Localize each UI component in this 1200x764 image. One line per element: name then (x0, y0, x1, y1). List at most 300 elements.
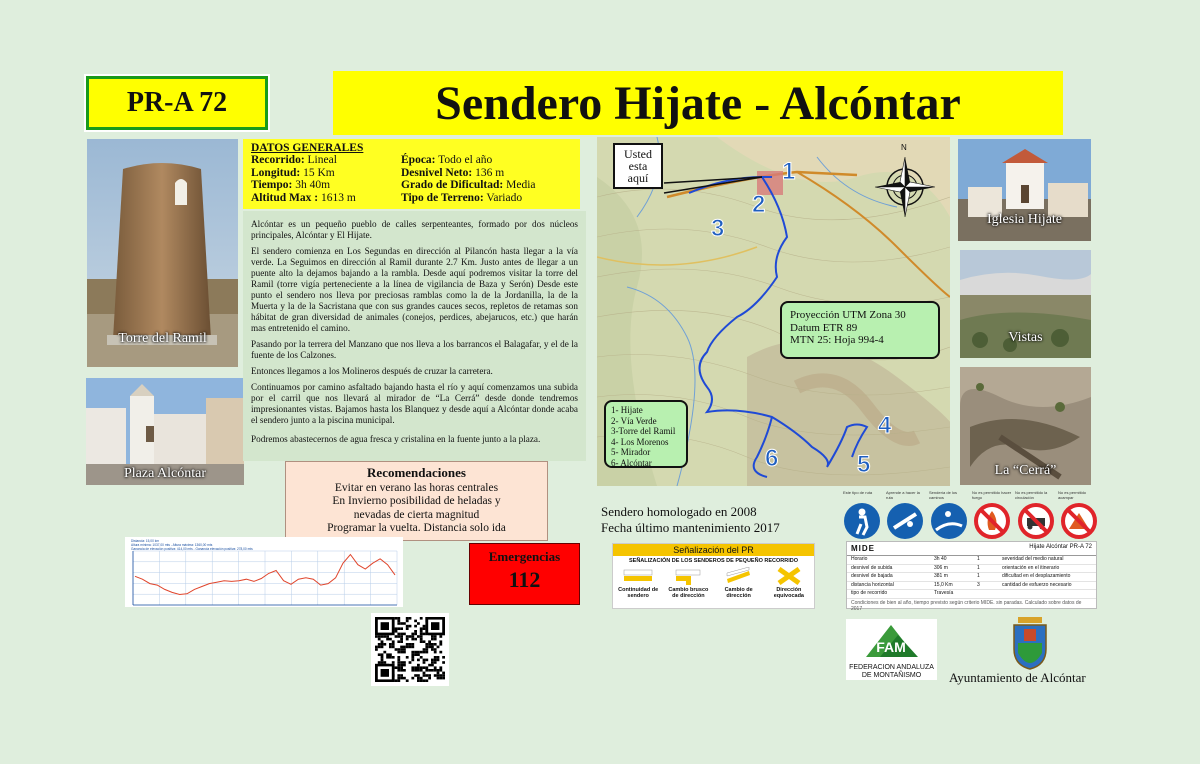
emergencias-box (469, 543, 580, 605)
continuity-mark-icon (622, 567, 654, 585)
svg-text:FAM: FAM (876, 639, 906, 655)
qr-module (392, 646, 395, 649)
qr-module (423, 640, 426, 643)
qr-module (439, 666, 442, 669)
qr-module (381, 653, 384, 656)
profile-stat: Altura mínima: 1037,00 mts - Altura máxima: 1360,00 mts (131, 543, 213, 547)
qr-module (423, 661, 426, 664)
qr-module (411, 646, 414, 649)
qr-module (406, 646, 409, 649)
qr-module (403, 646, 406, 649)
qr-module (431, 643, 434, 646)
datos-row: Recorrido: Lineal Época: Todo el año (251, 154, 493, 166)
page-title: Sendero Hijate - Alcóntar (333, 71, 1063, 135)
qr-module (420, 635, 423, 638)
rule-signs (843, 490, 1098, 540)
qr-module (414, 638, 417, 641)
qr-module (381, 622, 389, 630)
utm-info-box: Proyección UTM Zona 30 Datum ETR 89 MTN 25: Hoja 994-4 (780, 301, 940, 359)
qr-module (381, 643, 384, 646)
qr-module (420, 656, 423, 659)
map-marker-6: 6 (765, 445, 779, 472)
qr-module (434, 643, 437, 646)
qr-module (437, 669, 440, 672)
qr-image (375, 617, 445, 682)
qr-module (403, 648, 406, 651)
photo-caption: Plaza Alcóntar (123, 466, 207, 481)
ayuntamiento-label: Ayuntamiento de Alcóntar (949, 670, 1086, 685)
mide-row: tipo de recorrido Travesía (847, 590, 1096, 599)
map-marker-2: 2 (752, 191, 766, 218)
qr-module (417, 635, 420, 638)
desc-paragraph: Continuamos por camino asfaltado bajando hasta el río y aquí comenzamos una subida por el carril que nos llevará al mirador de “La Cerrá” desde donde tendremos impresionantes vistas. Bajamos hasta los Blanquez y desde aquí a Alcóntar donde acaba el sendero junto a la piscina municipal. (251, 382, 578, 425)
qr-module (397, 648, 400, 651)
qr-module (381, 646, 384, 649)
photo-caption: Iglesia Hijate (986, 212, 1063, 227)
photo-plaza-alcontar (86, 378, 244, 485)
recomendacion-line: Evitar en verano las horas centrales (334, 481, 499, 494)
datos-generales (243, 139, 580, 209)
qr-module (378, 635, 381, 638)
mide-row: Horario 3h 40 1 severidad del medio natural (847, 556, 1096, 565)
qr-module (397, 651, 400, 654)
mide-row: desnivel de bajada 381 m 1 dificultad en el desplazamiento (847, 573, 1096, 582)
qr-code[interactable] (371, 613, 449, 686)
qr-module (428, 669, 431, 672)
qr-module (409, 661, 412, 664)
qr-module (417, 622, 420, 625)
fam-name: DE MONTAÑISMO (861, 672, 922, 679)
qr-module (414, 674, 417, 677)
qr-module (414, 653, 417, 656)
qr-module (378, 646, 381, 649)
qr-module (400, 633, 403, 636)
qr-module (414, 633, 417, 636)
fam-mountain-icon (846, 619, 937, 659)
qr-module (406, 625, 409, 628)
qr-module (397, 659, 400, 662)
mide-route: Hijate Alcóntar PR-A 72 (1029, 544, 1092, 550)
qr-module (403, 622, 406, 625)
qr-module (395, 630, 398, 633)
legend-item: 4- Los Morenos (611, 436, 669, 447)
map-marker-3: 3 (711, 215, 725, 242)
qr-module (411, 635, 414, 638)
qr-module (420, 640, 423, 643)
qr-module (411, 656, 414, 659)
qr-module (389, 653, 392, 656)
qr-module (425, 679, 428, 682)
qr-module (423, 666, 426, 669)
hiker-sign-icon (843, 502, 881, 540)
qr-module (397, 617, 400, 620)
homologado-text: Sendero homologado en 2008 Fecha último mantenimiento 2017 (601, 504, 780, 535)
qr-module (400, 646, 403, 649)
qr-module (423, 672, 426, 675)
sign-label: No es permitido hacer fuego (972, 490, 1012, 500)
qr-module (425, 674, 428, 677)
qr-module (414, 669, 417, 672)
qr-module (406, 638, 409, 641)
qr-module (395, 617, 398, 620)
qr-module (409, 625, 412, 628)
senal-header: Señalización del PR (613, 544, 814, 556)
profile-chart (125, 537, 403, 607)
qr-module (437, 677, 440, 680)
qr-module (420, 679, 423, 682)
qr-module (392, 661, 395, 664)
qr-module (386, 635, 389, 638)
mide-footnote: Condiciones de bien al año, tiempo previsto según criterio MIDE. sin paradas. Calculado sobre datos de 2017 (851, 599, 1082, 612)
qr-module (420, 638, 423, 641)
qr-module (437, 672, 440, 675)
qr-module (425, 666, 428, 669)
qr-module (420, 617, 423, 620)
profile-stat: Distancia: 15,00 km (131, 539, 159, 543)
qr-module (411, 669, 414, 672)
qr-module (406, 627, 409, 630)
qr-module (431, 648, 434, 651)
mide-brand: MIDE (851, 544, 875, 553)
qr-module (423, 679, 426, 682)
qr-module (409, 617, 412, 620)
qr-module (439, 677, 442, 680)
route-code: PR-A 72 (86, 76, 268, 130)
qr-module (423, 648, 426, 651)
qr-module (420, 633, 423, 636)
qr-module (425, 643, 428, 646)
qr-module (417, 653, 420, 656)
qr-module (381, 669, 389, 677)
recomendaciones-box (285, 461, 548, 541)
qr-module (406, 656, 409, 659)
qr-module (417, 677, 420, 680)
qr-module (397, 656, 400, 659)
no-camping-icon (1060, 502, 1098, 540)
photo-caption: Torre del Ramil (118, 331, 207, 346)
qr-module (395, 635, 398, 638)
qr-module (442, 674, 445, 677)
qr-module (392, 656, 395, 659)
wrong-way-mark-icon (773, 567, 805, 585)
map-marker-5: 5 (857, 451, 871, 478)
qr-module (395, 679, 398, 682)
qr-module (420, 666, 423, 669)
qr-module (386, 656, 389, 659)
qr-module (403, 633, 406, 636)
qr-module (423, 627, 426, 630)
qr-module (417, 664, 420, 667)
map-marker-4: 4 (878, 412, 892, 439)
qr-module (437, 656, 440, 659)
sign-label: No es permitido acampar (1058, 490, 1087, 500)
qr-module (417, 659, 420, 662)
qr-module (400, 648, 403, 651)
photo-iglesia-hijate (958, 139, 1091, 241)
photo-caption: La “Cerrá” (994, 463, 1057, 478)
qr-module (400, 661, 403, 664)
qr-module (400, 669, 403, 672)
qr-module (414, 651, 417, 654)
qr-module (397, 677, 400, 680)
qr-module (411, 638, 414, 641)
qr-module (383, 661, 386, 664)
qr-module (397, 640, 400, 643)
qr-module (437, 659, 440, 662)
qr-module (400, 674, 403, 677)
qr-module (428, 674, 431, 677)
qr-module (389, 638, 392, 641)
qr-module (406, 635, 409, 638)
senal-subtitle: SEÑALIZACIÓN DE LOS SENDEROS DE PEQUEÑO RECORRIDO (629, 558, 798, 564)
qr-module (414, 666, 417, 669)
emergencias-label: Emergencias (488, 549, 561, 564)
legend-item: 6- Alcóntar (611, 457, 652, 468)
qr-module (439, 640, 442, 643)
photo-torre-del-ramil (87, 139, 238, 367)
sign-label: Este tipo de ruta (843, 490, 873, 495)
datos-row: Longitud: 15 Km Desnivel Neto: 136 m (251, 166, 505, 179)
qr-module (395, 648, 398, 651)
qr-module (434, 651, 437, 654)
qr-module (417, 669, 420, 672)
qr-module (431, 669, 434, 672)
fam-name: FEDERACION ANDALUZA (849, 664, 934, 671)
desc-paragraph: Pasando por la terrera del Manzano que nos lleva a los barrancos el Balagafar, y el de la fuente de los Calzones. (251, 339, 578, 360)
qr-module (437, 646, 440, 649)
qr-module (403, 651, 406, 654)
senal-item: Dirección equivocada (766, 567, 812, 599)
qr-module (397, 669, 400, 672)
qr-module (397, 635, 400, 638)
recomendacion-line: Programar la vuelta. Distancia solo ida (327, 522, 506, 534)
qr-module (420, 627, 423, 630)
qr-module (389, 656, 392, 659)
qr-module (423, 633, 426, 636)
datos-heading: DATOS GENERALES (251, 142, 364, 154)
qr-module (392, 640, 395, 643)
qr-module (375, 646, 378, 649)
qr-module (423, 659, 426, 662)
qr-module (420, 651, 423, 654)
coat-of-arms-icon (1008, 613, 1052, 671)
you-are-here-box: Usted esta aquí (613, 143, 663, 189)
qr-module (425, 648, 428, 651)
qr-module (381, 635, 384, 638)
senal-item: Continuidad de sendero (615, 567, 661, 599)
emergencias-number: 112 (508, 567, 541, 592)
qr-module (386, 638, 389, 641)
qr-module (439, 643, 442, 646)
qr-module (434, 666, 437, 669)
photo-la-cerra (960, 367, 1091, 485)
no-vehicles-icon (1017, 502, 1055, 540)
qr-module (397, 661, 400, 664)
qr-module (428, 643, 431, 646)
qr-module (442, 672, 445, 675)
profile-stat: Ganancia de elevación positiva: 414,00 mts - Ganancia elevación positiva: 278,00 mts (131, 547, 253, 551)
qr-module (403, 677, 406, 680)
fam-logo (846, 619, 937, 680)
qr-module (420, 669, 423, 672)
qr-module (417, 651, 420, 654)
qr-module (420, 630, 423, 633)
photo-caption: Vistas (1008, 330, 1043, 345)
qr-module (378, 638, 381, 641)
turn-mark-icon (723, 567, 755, 585)
qr-module (395, 666, 398, 669)
qr-module (383, 635, 386, 638)
qr-module (442, 661, 445, 664)
qr-module (397, 622, 400, 625)
trail-sign-icon (886, 502, 924, 540)
legend-item: 3-Torre del Ramil (611, 426, 676, 436)
qr-module (431, 635, 434, 638)
desc-paragraph: Entonces llegamos a los Molineros después de cruzar la carretera. (251, 366, 493, 376)
qr-module (383, 643, 386, 646)
qr-module (414, 620, 417, 623)
qr-module (434, 661, 437, 664)
qr-module (397, 664, 400, 667)
qr-module (378, 653, 381, 656)
qr-module (400, 635, 403, 638)
qr-module (389, 643, 392, 646)
qr-module (417, 666, 420, 669)
qr-module (381, 659, 384, 662)
path-sign-icon (930, 502, 968, 540)
qr-module (434, 638, 437, 641)
qr-module (400, 677, 403, 680)
qr-module (425, 651, 428, 654)
qr-module (428, 646, 431, 649)
qr-module (406, 643, 409, 646)
qr-module (411, 677, 414, 680)
qr-module (406, 620, 409, 623)
map-marker-1: 1 (782, 158, 796, 185)
qr-module (425, 646, 428, 649)
legend-item: 1- Hijate (611, 405, 643, 415)
legend-item: 2- Vía Verde (611, 415, 657, 426)
qr-module (378, 643, 381, 646)
qr-module (400, 664, 403, 667)
qr-module (439, 651, 442, 654)
photo-vistas (960, 250, 1091, 358)
qr-module (423, 651, 426, 654)
qr-module (400, 622, 403, 625)
sharp-turn-mark-icon (672, 567, 704, 585)
desc-paragraph: Podremos abastecernos de agua fresca y cristalina en la fuente junto a la plaza. (251, 434, 541, 444)
qr-module (400, 638, 403, 641)
legend-item: 5- Mirador (611, 447, 651, 457)
mide-row: distancia horizontal 15,0 Km 3 cantidad de esfuerzo necesario (847, 582, 1096, 591)
qr-module (428, 640, 431, 643)
qr-module (423, 625, 426, 628)
qr-module (403, 669, 406, 672)
elevation-profile (125, 537, 403, 607)
qr-module (439, 674, 442, 677)
qr-module (406, 617, 409, 620)
qr-module (409, 646, 412, 649)
mide-row: desnivel de subida 306 m 1 orientación en el itinerario (847, 565, 1096, 574)
map-legend (604, 400, 688, 468)
recomendaciones-title: Recomendaciones (367, 465, 466, 480)
qr-module (397, 620, 400, 623)
qr-module (389, 646, 392, 649)
qr-module (411, 659, 414, 662)
recomendacion-line: En Invierno posibilidad de heladas y (332, 495, 501, 507)
sign-label: Aprende a hacer la ruta (886, 490, 920, 500)
datos-row: Altitud Max : 1613 m Tipo de Terreno: Variado (251, 191, 523, 204)
qr-module (381, 661, 384, 664)
qr-module (381, 640, 384, 643)
qr-module (428, 677, 431, 680)
qr-module (431, 638, 434, 641)
qr-module (411, 651, 414, 654)
qr-module (439, 635, 442, 638)
qr-module (411, 666, 414, 669)
qr-module (375, 648, 378, 651)
compass-north-label: N (901, 143, 907, 152)
qr-module (414, 630, 417, 633)
qr-module (425, 659, 428, 662)
qr-module (400, 651, 403, 654)
qr-module (434, 635, 437, 638)
qr-module (431, 622, 439, 630)
sign-label: Sendería de los caminos (929, 490, 958, 500)
qr-module (400, 666, 403, 669)
qr-module (434, 659, 437, 662)
desc-paragraph: El sendero comienza en Los Segundas en dirección al Pilancón hasta llegar a la vía verde. La Seguimos en dirección al Ramil durante 2.7 Km. Justo antes de llegar a un puente alto la dejamos bajando a la rambla. Desde aquí podremos visitar la torre del Ramil (torre vigía perteneciente a la línea de vigilancia de Baza y Serón) Desde este punto el sendero nos lleva por preciosas ramblas como la de la Jordanilla, la de la Muerta y la de la Sacristana que con sus grandes cauces secos, repletos de retamas son hábitat de gran diversidad de animales (conejos, perdices, abejarucos, etc.) que harán mas entretenido el camino. (251, 246, 578, 333)
qr-module (431, 659, 434, 662)
qr-module (428, 664, 431, 667)
qr-module (434, 648, 437, 651)
qr-module (417, 679, 420, 682)
qr-module (397, 627, 400, 630)
senal-item: Cambio de dirección (716, 567, 762, 599)
qr-module (403, 661, 406, 664)
qr-module (392, 643, 395, 646)
recomendacion-line: nevadas de cierta magnitud (353, 508, 480, 521)
qr-module (417, 674, 420, 677)
qr-module (411, 643, 414, 646)
qr-module (375, 635, 378, 638)
qr-module (442, 677, 445, 680)
qr-module (420, 677, 423, 680)
qr-module (378, 661, 381, 664)
route-description (243, 211, 586, 461)
ayuntamiento-shield (1008, 613, 1052, 671)
qr-module (434, 656, 437, 659)
qr-module (381, 656, 384, 659)
qr-module (414, 625, 417, 628)
qr-module (411, 633, 414, 636)
qr-module (409, 635, 412, 638)
qr-module (386, 653, 389, 656)
qr-module (397, 633, 400, 636)
no-fire-icon (973, 502, 1011, 540)
mide-table (846, 541, 1097, 612)
qr-module (395, 627, 398, 630)
qr-module (409, 643, 412, 646)
qr-module (431, 664, 434, 667)
qr-module (406, 679, 409, 682)
qr-module (423, 674, 426, 677)
qr-module (400, 640, 403, 643)
qr-module (442, 656, 445, 659)
senalizacion-pr (612, 543, 815, 609)
senal-item: Cambio brusco de dirección (665, 567, 711, 599)
sign-label: No es permitido la circulación (1015, 490, 1048, 500)
